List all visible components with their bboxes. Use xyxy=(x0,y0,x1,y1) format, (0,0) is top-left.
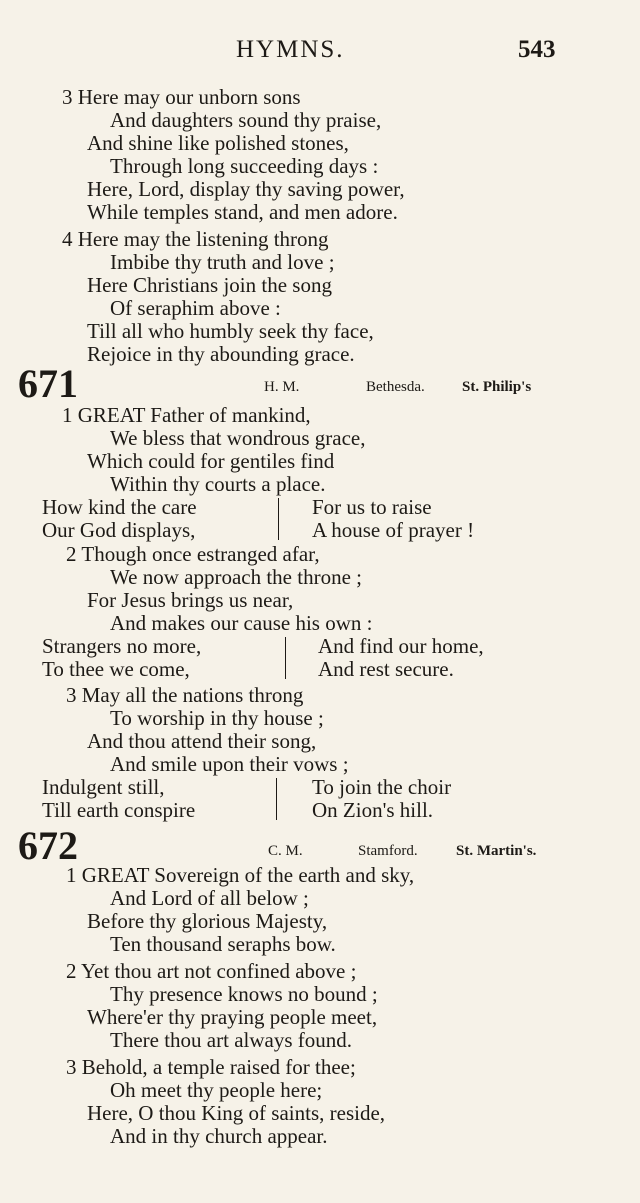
page-header xyxy=(0,36,640,66)
verse-line: 3 Here may our unborn sons xyxy=(62,85,301,109)
column-divider xyxy=(285,637,286,679)
verse-line: Within thy courts a place. xyxy=(110,472,326,496)
verse-line: Where'er thy praying people meet, xyxy=(87,1005,378,1029)
hymn-meter: C. M. xyxy=(268,843,303,859)
column-divider xyxy=(278,498,279,540)
verse-line: 3 Behold, a temple raised for thee; xyxy=(66,1055,356,1079)
verse-line: Oh meet thy people here; xyxy=(110,1078,323,1102)
verse-line: While temples stand, and men adore. xyxy=(87,200,398,224)
running-title: HYMNS. xyxy=(236,36,345,63)
hymn-number: 672 xyxy=(18,823,78,868)
verse-line: And thou attend their song, xyxy=(87,729,317,753)
verse-line: Here, O thou King of saints, reside, xyxy=(87,1101,386,1125)
verse-line: To thee we come, xyxy=(42,657,190,681)
verse-line: Which could for gentiles find xyxy=(87,449,335,473)
verse-line: To worship in thy house ; xyxy=(110,706,324,730)
verse-line: Thy presence knows no bound ; xyxy=(110,982,378,1006)
verse-line: And in thy church appear. xyxy=(110,1124,328,1148)
verse-line: 2 Though once estranged afar, xyxy=(66,542,320,566)
verse-line: And makes our cause his own : xyxy=(110,611,373,635)
tune-name: Stamford. xyxy=(358,843,418,859)
verse-line: A house of prayer ! xyxy=(312,518,475,542)
verse-line: Of seraphim above : xyxy=(110,296,281,320)
verse-line: Imbibe thy truth and love ; xyxy=(110,250,335,274)
verse-line: We now approach the throne ; xyxy=(110,565,362,589)
verse-line: And shine like polished stones, xyxy=(87,131,349,155)
column-divider xyxy=(276,778,277,820)
verse-line: And smile upon their vows ; xyxy=(110,752,349,776)
verse-line: How kind the care xyxy=(42,495,197,519)
verse-line: 1 GREAT Father of mankind, xyxy=(62,403,311,427)
verse-line: And find our home, xyxy=(318,634,484,658)
verse-line: Our God displays, xyxy=(42,518,196,542)
verse-line: 4 Here may the listening throng xyxy=(62,227,329,251)
verse-line: 2 Yet thou art not confined above ; xyxy=(66,959,357,983)
verse-line: 3 May all the nations throng xyxy=(66,683,304,707)
verse-line: For Jesus brings us near, xyxy=(87,588,294,612)
verse-line: On Zion's hill. xyxy=(312,798,434,822)
verse-line: And rest secure. xyxy=(318,657,454,681)
verse-line: Indulgent still, xyxy=(42,775,165,799)
verse-line: Before thy glorious Majesty, xyxy=(87,909,328,933)
verse-line: And Lord of all below ; xyxy=(110,886,309,910)
verse-line: Rejoice in thy abounding grace. xyxy=(87,342,355,366)
verse-line: Strangers no more, xyxy=(42,634,202,658)
verse-line: There thou art always found. xyxy=(110,1028,353,1052)
verse-line: Here Christians join the song xyxy=(87,273,332,297)
verse-line: Here, Lord, display thy saving power, xyxy=(87,177,405,201)
verse-line: Through long succeeding days : xyxy=(110,154,379,178)
verse-line: Till earth conspire xyxy=(42,798,196,822)
hymn-meter: H. M. xyxy=(264,379,300,395)
tune-name: St. Philip's xyxy=(462,379,532,395)
verse-line: Till all who humbly seek thy face, xyxy=(87,319,374,343)
verse-line: We bless that wondrous grace, xyxy=(110,426,366,450)
verse-line: 1 GREAT Sovereign of the earth and sky, xyxy=(66,863,415,887)
page-number: 543 xyxy=(518,36,556,63)
hymn-number: 671 xyxy=(18,361,78,406)
verse-line: For us to raise xyxy=(312,495,432,519)
verse-line: To join the choir xyxy=(312,775,452,799)
tune-name: Bethesda. xyxy=(366,379,425,395)
verse-line: And daughters sound thy praise, xyxy=(110,108,382,132)
verse-line: Ten thousand seraphs bow. xyxy=(110,932,336,956)
tune-name: St. Martin's. xyxy=(456,843,537,859)
